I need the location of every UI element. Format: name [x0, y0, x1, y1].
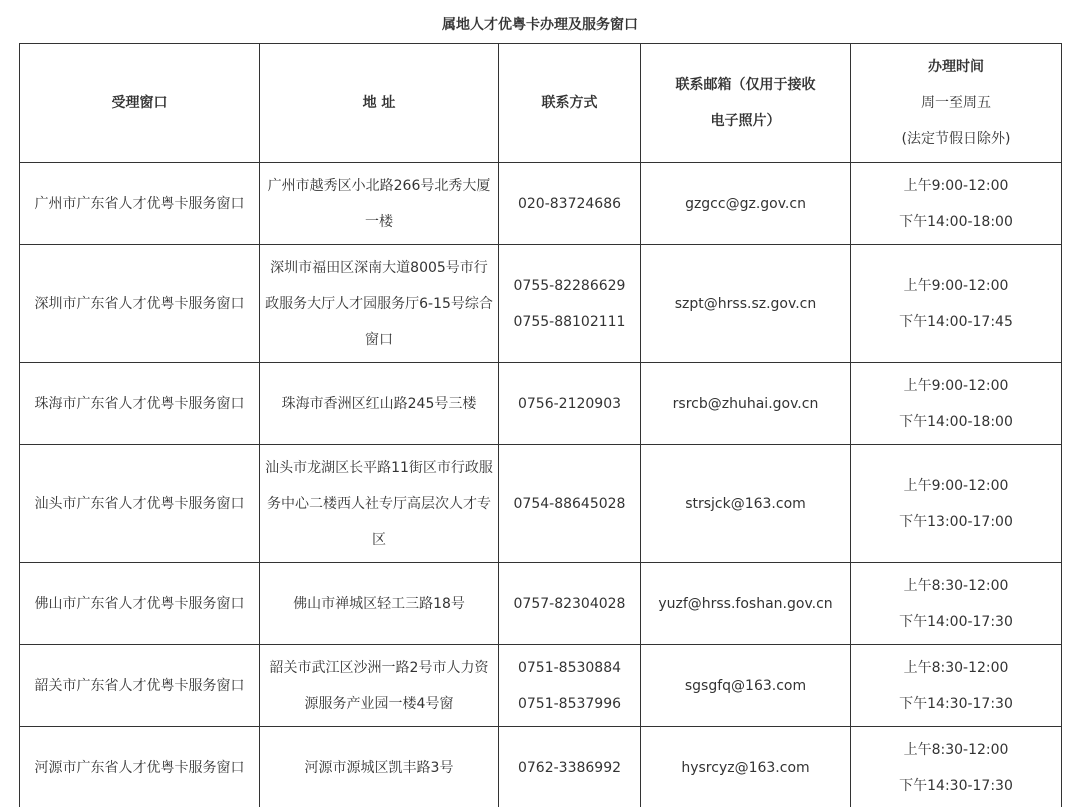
phone-number: 0755-88102111: [513, 313, 626, 330]
hours-line: 上午9:00-12:00: [903, 377, 1009, 394]
cell-email: szpt@hrss.sz.gov.cn: [641, 245, 851, 363]
phone-number: 0754-88645028: [513, 495, 626, 512]
cell-contact: [499, 445, 641, 563]
header-hours-title: 办理时间: [928, 59, 984, 75]
table-row: [20, 645, 1062, 727]
cell-hours: [851, 245, 1062, 363]
cell-hours: [851, 727, 1062, 807]
hours-line: 上午8:30-12:00: [903, 577, 1009, 594]
hours-line: 上午9:00-12:00: [903, 477, 1009, 494]
cell-contact: [499, 727, 641, 807]
cell-hours: [851, 445, 1062, 563]
cell-hours: [851, 563, 1062, 645]
cell-address: 广州市越秀区小北路266号北秀大厦一楼: [260, 163, 499, 245]
cell-email: hysrcyz@163.com: [641, 727, 851, 807]
cell-window: 广州市广东省人才优粤卡服务窗口: [20, 163, 260, 245]
cell-email: gzgcc@gz.gov.cn: [641, 163, 851, 245]
header-hours-days: 周一至周五: [921, 95, 991, 111]
hours-line: 下午14:00-17:45: [899, 313, 1013, 330]
cell-window: 深圳市广东省人才优粤卡服务窗口: [20, 245, 260, 363]
table-row: [20, 445, 1062, 563]
cell-address: 佛山市禅城区轻工三路18号: [260, 563, 499, 645]
cell-email: yuzf@hrss.foshan.gov.cn: [641, 563, 851, 645]
table-row: [20, 245, 1062, 363]
cell-email: sgsgfq@163.com: [641, 645, 851, 727]
cell-email: rsrcb@zhuhai.gov.cn: [641, 363, 851, 445]
cell-window: 汕头市广东省人才优粤卡服务窗口: [20, 445, 260, 563]
hours-line: 下午13:00-17:00: [899, 513, 1013, 530]
cell-hours: [851, 645, 1062, 727]
header-hours: [851, 44, 1062, 163]
phone-number: 0757-82304028: [513, 595, 626, 612]
cell-contact: [499, 163, 641, 245]
header-email-line2: 电子照片）: [710, 113, 781, 129]
cell-window: 珠海市广东省人才优粤卡服务窗口: [20, 363, 260, 445]
table-header-row: [20, 44, 1062, 163]
phone-number: 0755-82286629: [513, 277, 626, 294]
cell-contact: [499, 563, 641, 645]
header-window: 受理窗口: [20, 44, 260, 163]
table-row: [20, 563, 1062, 645]
phone-number: 0751-8537996: [517, 695, 622, 712]
hours-line: 上午9:00-12:00: [903, 277, 1009, 294]
table-row: [20, 727, 1062, 807]
table-row: [20, 163, 1062, 245]
table-caption: 属地人才优粤卡办理及服务窗口: [442, 17, 638, 33]
cell-contact: [499, 363, 641, 445]
table-row: [20, 363, 1062, 445]
cell-hours: [851, 363, 1062, 445]
phone-number: 0751-8530884: [517, 659, 622, 676]
cell-window: 韶关市广东省人才优粤卡服务窗口: [20, 645, 260, 727]
hours-line: 下午14:00-18:00: [899, 413, 1013, 430]
hours-line: 上午8:30-12:00: [903, 741, 1009, 758]
hours-line: 下午14:30-17:30: [899, 695, 1013, 712]
service-window-table: [19, 43, 1062, 807]
phone-number: 020-83724686: [517, 195, 622, 212]
cell-address: 深圳市福田区深南大道8005号市行政服务大厅人才园服务厅6-15号综合窗口: [260, 245, 499, 363]
hours-line: 下午14:00-17:30: [899, 613, 1013, 630]
phone-number: 0756-2120903: [517, 395, 622, 412]
header-address: 地 址: [260, 44, 499, 163]
cell-address: 汕头市龙湖区长平路11街区市行政服务中心二楼西人社专厅高层次人才专区: [260, 445, 499, 563]
cell-address: 河源市源城区凯丰路3号: [260, 727, 499, 807]
hours-line: 上午8:30-12:00: [903, 659, 1009, 676]
cell-address: 珠海市香洲区红山路245号三楼: [260, 363, 499, 445]
cell-hours: [851, 163, 1062, 245]
header-email: [641, 44, 851, 163]
header-email-line1: 联系邮箱（仅用于接收: [675, 77, 816, 93]
cell-address: 韶关市武江区沙洲一路2号市人力资源服务产业园一楼4号窗: [260, 645, 499, 727]
cell-window: 河源市广东省人才优粤卡服务窗口: [20, 727, 260, 807]
hours-line: 下午14:30-17:30: [899, 777, 1013, 794]
hours-line: 上午9:00-12:00: [903, 177, 1009, 194]
hours-line: 下午14:00-18:00: [899, 213, 1013, 230]
header-contact: 联系方式: [499, 44, 641, 163]
header-hours-note: (法定节假日除外): [901, 131, 1011, 147]
phone-number: 0762-3386992: [517, 759, 622, 776]
cell-contact: [499, 245, 641, 363]
cell-window: 佛山市广东省人才优粤卡服务窗口: [20, 563, 260, 645]
cell-email: strsjck@163.com: [641, 445, 851, 563]
cell-contact: [499, 645, 641, 727]
